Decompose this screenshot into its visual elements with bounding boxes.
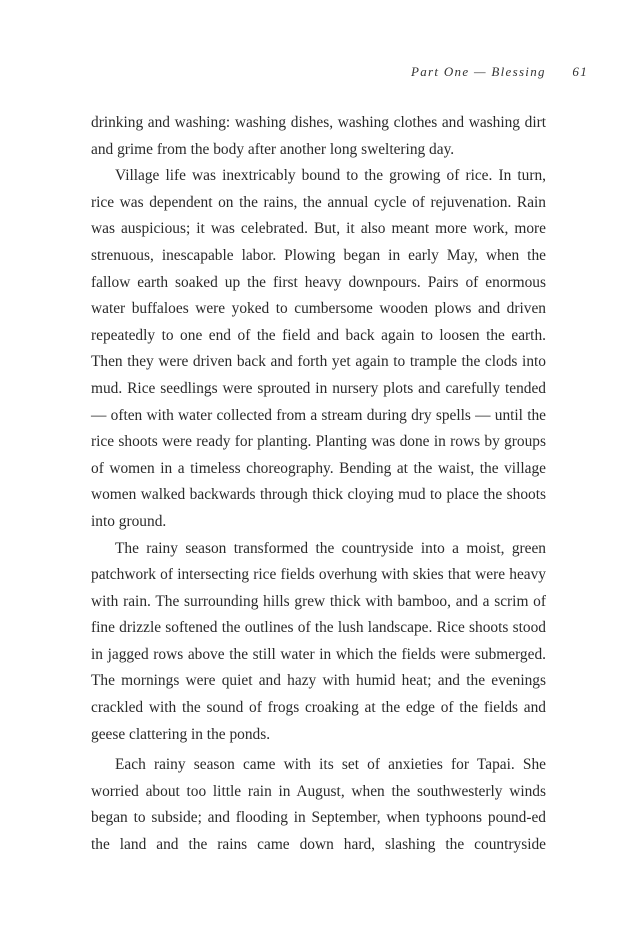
paragraph-rainy-season: The rainy season transformed the countryside into a moist, green patchwork of intersecting rice fields overhung with skies that were heavy with rain. The surrounding hills grew thick with bamboo, and a scrim of fine drizzle softened the outlines of the lush landscape. Rice shoots stood in jagged rows above the still water in which the fields were submerged. The mornings were quiet and hazy with humid heat; and the evenings crackled with the sound of frogs croaking at the edge of the fields and geese clattering in the ponds.: [91, 539, 546, 743]
page-number: 61: [572, 64, 588, 79]
running-head-title: Part One — Blessing: [410, 64, 546, 79]
body-text: [91, 110, 546, 859]
paragraph-anxieties: Each rainy season came with its set of anxieties for Tapai. She worried about too little rain in August, when the southwesterly winds began to subside; and flooding in September, when typhoons pound-ed the land and the rains came down hard, slashing the countryside: [91, 756, 546, 854]
running-head: [411, 64, 588, 80]
paragraph-village-life: Village life was inextricably bound to the growing of rice. In turn, rice was dependent on the rains, the annual cycle of rejuvenation. Rain was auspicious; it was celebrated. But, it also meant more work, more strenuous, inescapable labor. Plowing began in early May, when the fallow earth soaked up the first heavy downpours. Pairs of enormous water buffaloes were yoked to cumbersome wooden plows and driven repeatedly to one end of the field and back again to loosen the earth. Then they were driven back and forth yet again to trample the clods into mud. Rice seedlings were sprouted in nursery plots and carefully tended — often with water collected from a stream during dry spells — until the rice shoots were ready for planting. Planting was done in rows by groups of women in a timeless choreography. Bending at the waist, the village women walked backwards through thick cloying mud to place the shoots into ground.: [91, 167, 546, 530]
paragraph-continued: drinking and washing: washing dishes, washing clothes and washing dirt and grime from the body after another long sweltering day.: [91, 114, 546, 158]
